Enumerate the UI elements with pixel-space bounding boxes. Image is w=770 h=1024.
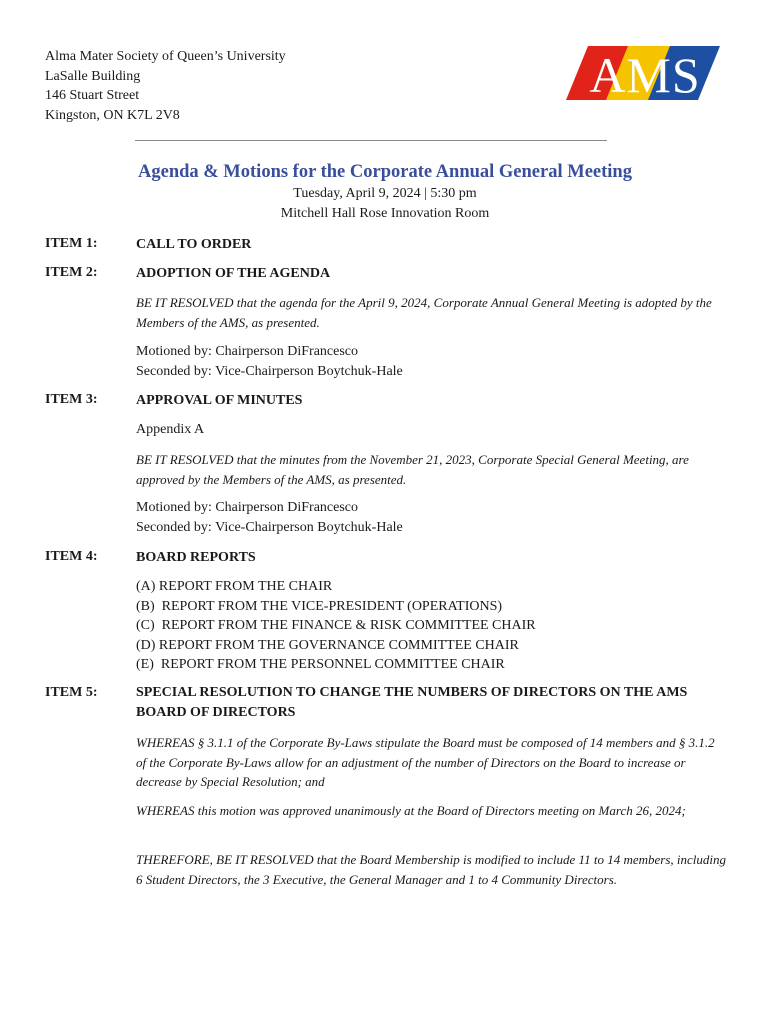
item-number: ITEM 3: xyxy=(45,392,98,407)
address-line: LaSalle Building xyxy=(45,68,141,84)
item-heading-line: BOARD OF DIRECTORS xyxy=(136,705,296,720)
resolution-text: BE IT RESOLVED that the agenda for the April 9, 2024, Corporate Annual General Meeting is adopted by the Members of the AMS, as presented. xyxy=(136,295,712,330)
item-number: ITEM 2: xyxy=(45,265,98,280)
item-heading: BOARD REPORTS xyxy=(136,550,256,565)
whereas-clause: WHEREAS this motion was approved unanimously at the Board of Directors meeting on March 26, 2024; xyxy=(136,803,686,818)
resolution-text: BE IT RESOLVED that the minutes from the November 21, 2023, Corporate Special General Meeting, are approved by the Members of the AMS, as presented. xyxy=(136,452,689,487)
whereas-clause: WHEREAS § 3.1.1 of the Corporate By-Laws stipulate the Board must be composed of 14 members and § 3.1.2 of the Corporate By-Laws allow for an adjustment of the number of Directors on the Board to increase or decrease by Special Resolution; and xyxy=(136,735,715,789)
report-list xyxy=(136,577,536,675)
report-item: (A) REPORT FROM THE CHAIR xyxy=(136,579,333,594)
item-heading: ADOPTION OF THE AGENDA xyxy=(136,266,331,281)
address-line: 146 Stuart Street xyxy=(45,88,140,103)
item-number: ITEM 1: xyxy=(45,236,98,251)
header-divider xyxy=(135,140,607,141)
address-line: Alma Mater Society of Queen’s University xyxy=(45,49,286,64)
report-item: (D) REPORT FROM THE GOVERNANCE COMMITTEE CHAIR xyxy=(136,637,519,653)
organization-address xyxy=(45,47,286,125)
motioned-by: Motioned by: Chairperson DiFrancesco xyxy=(136,500,359,515)
page-title: Agenda & Motions for the Corporate Annual General Meeting xyxy=(138,162,632,182)
report-item: (C) REPORT FROM THE FINANCE & RISK COMMITTEE CHAIR xyxy=(136,618,536,633)
meeting-location: Mitchell Hall Rose Innovation Room xyxy=(280,206,490,221)
seconded-by: Seconded by: Vice-Chairperson Boytchuk-Hale xyxy=(136,363,403,379)
item-heading xyxy=(136,683,687,723)
meeting-date: Tuesday, April 9, 2024 | 5:30 pm xyxy=(293,186,477,201)
report-item: (E) REPORT FROM THE PERSONNEL COMMITTEE CHAIR xyxy=(136,657,505,672)
logo-text: AMS xyxy=(589,47,701,102)
appendix-reference: Appendix A xyxy=(136,422,205,437)
motion-block xyxy=(136,342,403,381)
address-line: Kingston, ON K7L 2V8 xyxy=(45,107,180,123)
item-number: ITEM 5: xyxy=(45,685,98,700)
item-heading: CALL TO ORDER xyxy=(136,237,252,252)
motioned-by: Motioned by: Chairperson DiFrancesco xyxy=(136,344,359,359)
report-item: (B) REPORT FROM THE VICE-PRESIDENT (OPERATIONS) xyxy=(136,598,503,614)
item-heading-line: SPECIAL RESOLUTION TO CHANGE THE NUMBERS OF DIRECTORS ON THE AMS xyxy=(136,685,688,700)
seconded-by: Seconded by: Vice-Chairperson Boytchuk-Hale xyxy=(136,519,403,535)
motion-block xyxy=(136,498,403,537)
item-number: ITEM 4: xyxy=(45,549,98,564)
item-heading: APPROVAL OF MINUTES xyxy=(136,393,303,408)
ams-logo xyxy=(566,46,720,102)
therefore-clause: THEREFORE, BE IT RESOLVED that the Board Membership is modified to include 11 to 14 members, including 6 Student Directors, the 3 Executive, the General Manager and 1 to 4 Community Directors. xyxy=(136,852,726,887)
